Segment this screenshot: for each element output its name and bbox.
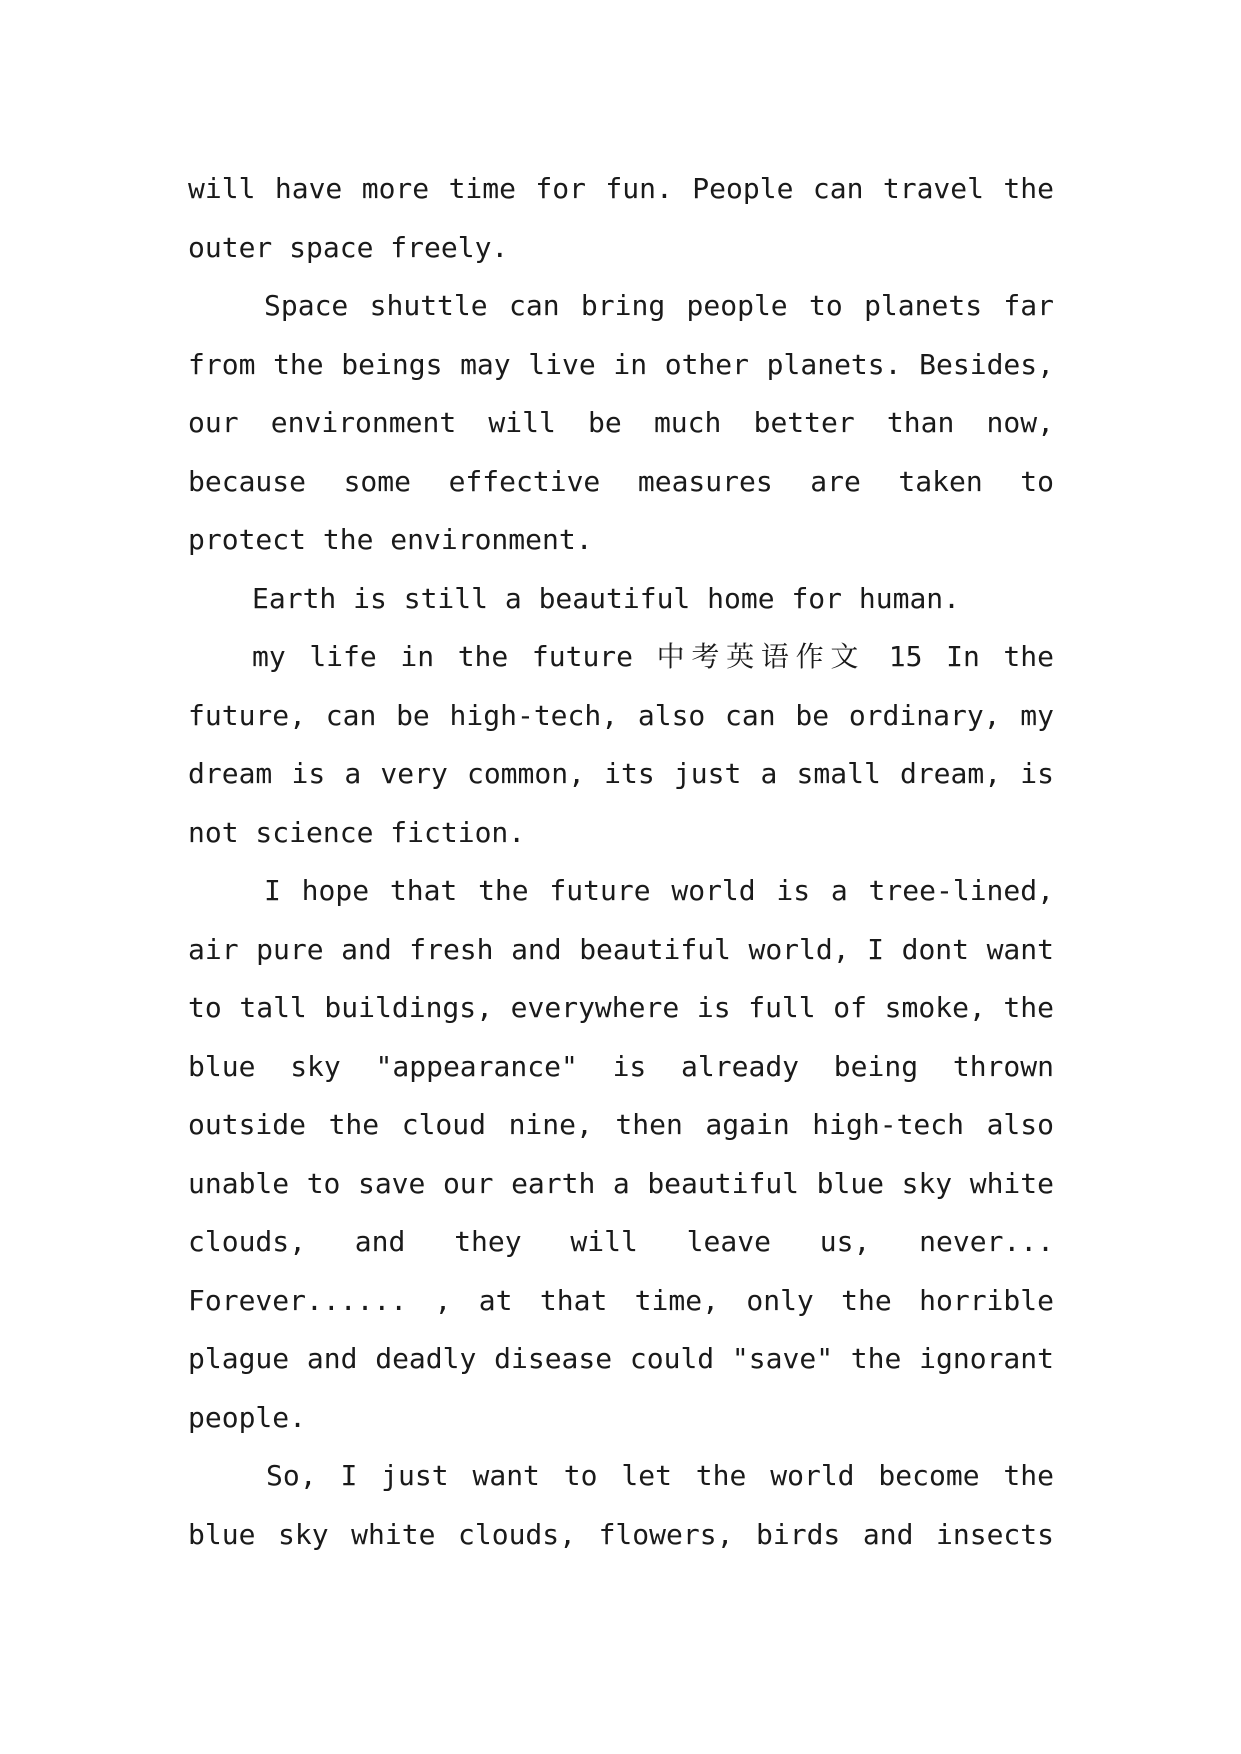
document-body [188,160,1054,1564]
paragraph: So, I just want to let the world become the blue sky white clouds, flowers, birds and insects [188,1459,1054,1551]
paragraph: will have more time for fun. People can travel the outer space freely. [188,172,1054,264]
paragraph: Earth is still a beautiful home for human. [252,581,961,615]
paragraph: Space shuttle can bring people to planets far from the beings may live in other planets. Besides, our environment will be much better than now, because some effective measures are taken to protect the environment. [188,289,1054,556]
paragraph: I hope that the future world is a tree-lined, air pure and fresh and beautiful world, I dont want to tall buildings, everywhere is full of smoke, the blue sky "appearance" is already being thrown outside the cloud nine, then again high-tech also unable to save our earth a beautiful blue sky white clouds, and they will leave us, never... Forever...... , at that time, only the horrible plague and deadly disease could "save" the ignorant people. [188,874,1054,1434]
paragraph: my life in the future 中考英语作文 15 In the future, can be high-tech, also can be ordinary, my dream is a very common, its just a small dream, is not science fiction. [188,640,1054,849]
